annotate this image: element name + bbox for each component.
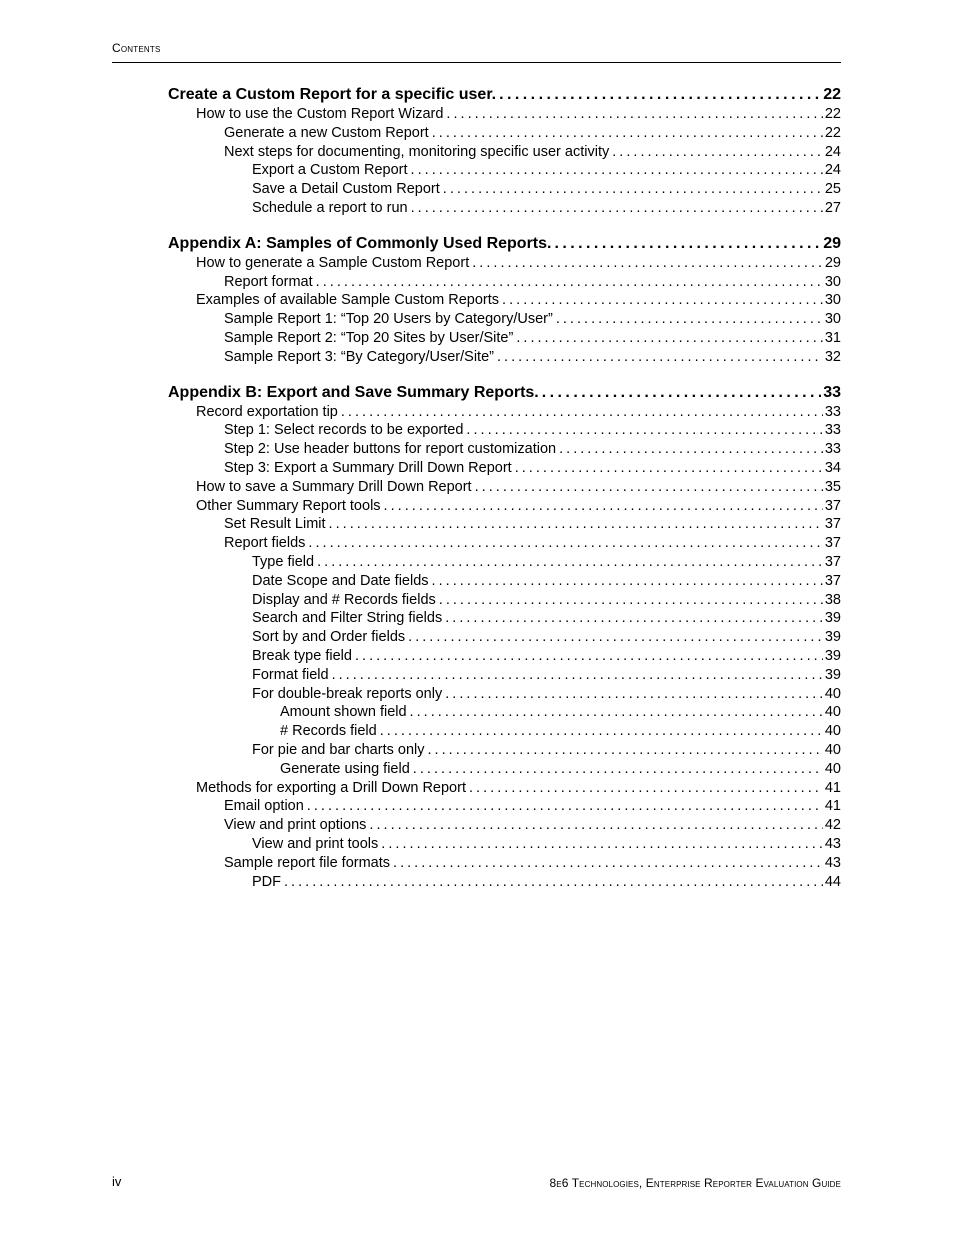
toc-entry-page: 37 [824, 497, 841, 514]
toc-entry-page: 40 [824, 704, 841, 721]
toc-section-heading[interactable] [168, 384, 841, 402]
toc-entry-page: 41 [824, 798, 841, 815]
toc-entry-title: Step 3: Export a Summary Drill Down Report [224, 460, 512, 476]
toc-entry-title: Other Summary Report tools [196, 497, 381, 514]
toc-entry-page: 31 [824, 330, 841, 346]
toc-entry-page: 37 [824, 516, 841, 533]
dot-leader [502, 292, 823, 308]
toc-entry[interactable] [252, 610, 841, 626]
dot-leader [542, 384, 821, 402]
toc-entry-page: 43 [824, 836, 841, 852]
toc-entry-page: 40 [824, 742, 841, 758]
toc-entry-page: 29 [824, 254, 841, 271]
toc-entry[interactable] [252, 874, 841, 890]
toc-entry-title: Record exportation tip [196, 403, 338, 420]
toc-entry[interactable] [224, 535, 841, 551]
toc-entry-page: 32 [824, 348, 841, 365]
dot-leader [445, 610, 823, 626]
toc-entry-page: 42 [824, 817, 841, 834]
toc-entry[interactable] [252, 592, 841, 608]
toc-entry-page: 40 [824, 723, 841, 740]
toc-entry-title: For pie and bar charts only [252, 742, 425, 758]
toc-entry-title: # Records field [280, 723, 377, 740]
toc-entry-page: 22 [824, 124, 841, 141]
toc-entry[interactable] [280, 761, 841, 777]
toc-entry[interactable] [280, 704, 841, 720]
running-header: Contents [112, 41, 161, 55]
toc-entry-page: 33 [824, 403, 841, 420]
toc-entry-page: 33 [823, 383, 841, 401]
dot-leader [307, 798, 823, 814]
toc-entry[interactable] [196, 498, 841, 514]
dot-leader [380, 723, 823, 739]
toc-entry[interactable] [252, 200, 841, 216]
toc-entry[interactable] [252, 667, 841, 683]
toc-entry-page: 24 [824, 162, 841, 179]
dot-leader [427, 742, 822, 758]
dot-leader [439, 592, 823, 608]
dot-leader [559, 441, 823, 457]
toc-entry-page: 38 [824, 591, 841, 608]
dot-leader [446, 106, 822, 122]
dot-leader [612, 144, 823, 160]
toc-entry-title: For double-break reports only [252, 685, 443, 702]
toc-entry-page: 39 [824, 666, 841, 683]
toc-entry-title: View and print tools [252, 836, 379, 852]
dot-leader [497, 349, 823, 365]
toc-entry[interactable] [224, 274, 841, 290]
dot-leader [499, 86, 821, 104]
dot-leader [381, 836, 823, 852]
toc-entry[interactable] [252, 742, 841, 758]
toc-entry[interactable] [224, 460, 841, 476]
toc-entry[interactable] [196, 404, 841, 420]
running-footer: 8e6 Technologies, Enterprise Reporter Evaluation Guide [549, 1176, 841, 1190]
header-rule [112, 62, 841, 63]
toc-entry-title: How to generate a Sample Custom Report [196, 254, 470, 271]
toc-entry[interactable] [224, 817, 841, 833]
toc-entry-page: 27 [824, 200, 841, 216]
toc-entry-page: 35 [824, 478, 841, 495]
toc-entry-page: 41 [824, 779, 841, 796]
dot-leader [469, 780, 823, 796]
toc-entry-page: 40 [824, 685, 841, 702]
toc-entry-title: How to save a Summary Drill Down Report [196, 478, 472, 495]
toc-entry-page: 22 [823, 86, 841, 103]
toc-entry[interactable] [196, 106, 841, 122]
toc-entry-page: 37 [824, 572, 841, 589]
toc-entry[interactable] [252, 648, 841, 664]
dot-leader [411, 200, 823, 216]
toc-section-heading[interactable] [168, 86, 841, 104]
toc-entry[interactable] [252, 629, 841, 645]
toc-entry-title: Step 2: Use header buttons for report customization [224, 441, 557, 458]
dot-leader [515, 460, 823, 476]
toc-entry-title: Amount shown field [280, 704, 407, 721]
toc-entry-title: Sample Report 3: “By Category/User/Site” [224, 348, 494, 365]
toc-entry-title: Export a Custom Report [252, 162, 408, 179]
dot-leader [408, 629, 823, 645]
dot-leader [410, 704, 823, 720]
toc-entry[interactable] [224, 516, 841, 532]
page-number: iv [112, 1174, 122, 1189]
toc-entry-title: PDF [252, 873, 281, 890]
toc-entry-page: 40 [824, 760, 841, 777]
toc-section-heading[interactable] [168, 235, 841, 253]
toc-entry-title: View and print options [224, 817, 367, 834]
dot-leader [369, 817, 822, 833]
dot-leader [432, 125, 823, 141]
dot-leader [556, 311, 823, 327]
toc-entry[interactable] [224, 125, 841, 141]
toc-entry-title: Create a Custom Report for a specific user. [168, 86, 497, 103]
toc-entry[interactable] [224, 144, 841, 160]
dot-leader [384, 498, 823, 514]
toc-entry[interactable] [196, 255, 841, 271]
toc-entry[interactable] [224, 422, 841, 438]
toc-entry-page: 43 [824, 854, 841, 871]
toc-entry[interactable] [252, 573, 841, 589]
toc-entry[interactable] [224, 349, 841, 365]
toc-entry[interactable] [224, 855, 841, 871]
toc-entry-title: Sample Report 2: “Top 20 Sites by User/Site” [224, 330, 514, 346]
toc-entry-page: 37 [824, 535, 841, 552]
toc-entry-title: Generate a new Custom Report [224, 124, 429, 141]
toc-entry-page: 30 [824, 311, 841, 328]
dot-leader [284, 874, 823, 890]
dot-leader [472, 255, 823, 271]
toc-entry-title: Display and # Records fields [252, 591, 436, 608]
dot-leader [308, 535, 822, 551]
toc-entry-page: 37 [824, 554, 841, 570]
toc-entry-title: Search and Filter String fields [252, 610, 443, 627]
toc-entry-title: Examples of available Sample Custom Reports [196, 292, 500, 309]
toc-entry[interactable] [196, 292, 841, 308]
toc-entry-page: 39 [824, 629, 841, 646]
toc-entry-title: Generate using field [280, 760, 410, 777]
toc-entry-page: 30 [824, 292, 841, 309]
toc-entry-title: Sort by and Order fields [252, 629, 406, 646]
toc-entry-page: 29 [823, 234, 841, 252]
dot-leader [466, 422, 822, 438]
toc-entry-title: Format field [252, 666, 329, 683]
toc-entry-page: 33 [824, 422, 841, 439]
toc-entry-title: Sample Report 1: “Top 20 Users by Category/User” [224, 311, 553, 328]
toc-entry-page: 39 [824, 610, 841, 627]
dot-leader [516, 330, 823, 346]
toc-entry-title: Date Scope and Date fields [252, 572, 429, 589]
toc-entry[interactable] [224, 330, 841, 346]
toc-entry-page: 25 [824, 181, 841, 198]
toc-entry[interactable] [224, 441, 841, 457]
toc-entry-page: 39 [824, 648, 841, 664]
toc-entry-title: How to use the Custom Report Wizard [196, 106, 444, 122]
toc-entry-page: 24 [824, 143, 841, 160]
toc-entry-page: 33 [824, 441, 841, 458]
dot-leader [413, 761, 823, 777]
toc-entry[interactable] [252, 162, 841, 178]
toc-entry-title: Schedule a report to run [252, 200, 408, 216]
toc-entry-page: 22 [824, 106, 841, 122]
toc-entry-title: Email option [224, 798, 304, 815]
toc-entry[interactable] [224, 311, 841, 327]
toc-entry[interactable] [224, 798, 841, 814]
dot-leader [393, 855, 823, 871]
dot-leader [341, 404, 823, 420]
toc-entry-page: 34 [824, 460, 841, 476]
toc-entry-page: 30 [824, 273, 841, 290]
dot-leader [355, 648, 823, 664]
toc-entry-page: 44 [824, 873, 841, 890]
toc-entry-title: Appendix B: Export and Save Summary Reports. [168, 383, 539, 401]
toc-entry-title: Methods for exporting a Drill Down Report [196, 779, 466, 796]
dot-leader [316, 274, 823, 290]
dot-leader [554, 235, 821, 253]
toc-entry-title: Type field [252, 554, 315, 570]
toc-entry-title: Next steps for documenting, monitoring specific user activity [224, 143, 610, 160]
dot-leader [432, 573, 823, 589]
toc-entry[interactable] [252, 554, 841, 570]
dot-leader [411, 162, 823, 178]
toc-entry-title: Appendix A: Samples of Commonly Used Reports. [168, 234, 552, 252]
dot-leader [317, 554, 823, 570]
toc-entry[interactable] [252, 836, 841, 852]
toc-entry-title: Set Result Limit [224, 516, 326, 533]
toc-entry-title: Report fields [224, 535, 306, 552]
toc-entry[interactable] [280, 723, 841, 739]
toc-entry-title: Save a Detail Custom Report [252, 181, 440, 198]
dot-leader [329, 516, 823, 532]
toc-entry[interactable] [196, 780, 841, 796]
toc-entry-title: Report format [224, 273, 313, 290]
dot-leader [445, 686, 823, 702]
dot-leader [332, 667, 823, 683]
toc-entry[interactable] [252, 686, 841, 702]
dot-leader [443, 181, 823, 197]
toc-entry[interactable] [252, 181, 841, 197]
toc-entry-title: Sample report file formats [224, 854, 391, 871]
toc-entry-title: Step 1: Select records to be exported [224, 422, 464, 439]
toc-entry-title: Break type field [252, 648, 352, 664]
dot-leader [475, 479, 823, 495]
toc-entry[interactable] [196, 479, 841, 495]
